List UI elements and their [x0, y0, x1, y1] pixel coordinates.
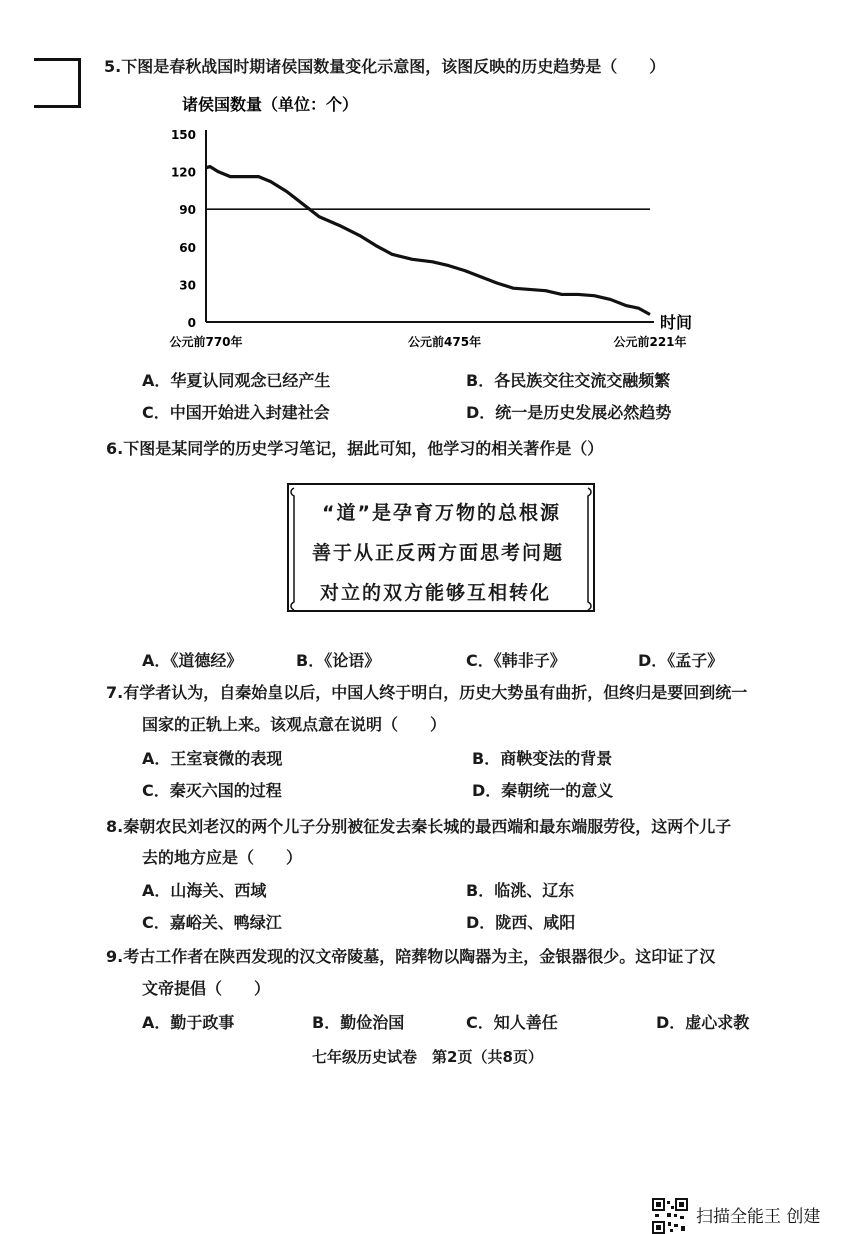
q6-option-a[interactable]: A．《道德经》 — [142, 651, 243, 670]
y-tick-label: 0 — [187, 316, 196, 330]
q5-option-b[interactable]: B．各民族交往交流交融频繁 — [466, 371, 671, 390]
q8-option-c[interactable]: C．嘉峪关、鸭绿江 — [142, 913, 282, 932]
question-7-stem-line2: 国家的正轨上来。该观点意在说明（ ） — [142, 715, 447, 734]
q7-option-b[interactable]: B．商鞅变法的背景 — [472, 749, 613, 768]
note-line-1: “道”是孕育万物的总根源 — [322, 502, 561, 524]
study-note-scroll — [284, 480, 598, 615]
q7-option-c[interactable]: C．秦灭六国的过程 — [142, 781, 282, 800]
q9-option-d[interactable]: D．虚心求教 — [656, 1013, 750, 1032]
q9-option-b[interactable]: B．勤俭治国 — [312, 1013, 405, 1032]
q7-option-a[interactable]: A．王室衰微的表现 — [142, 749, 283, 768]
x-tick-label: 公元前770年 — [169, 335, 243, 349]
question-7-stem-line1: 7.有学者认为，自秦始皇以后，中国人终于明白，历史大势虽有曲折，但终归是要回到统一 — [106, 683, 748, 702]
chart-ylabel: 诸侯国数量（单位：个） — [182, 95, 359, 114]
q8-option-a[interactable]: A．山海关、西域 — [142, 881, 267, 900]
y-tick-label: 30 — [179, 278, 196, 293]
q7-option-d[interactable]: D．秦朝统一的意义 — [472, 781, 614, 800]
y-tick-label: 120 — [170, 165, 196, 180]
question-8-stem-line1: 8.秦朝农民刘老汉的两个儿子分别被征发去秦长城的最西端和最东端服劳役，这两个儿子 — [106, 817, 732, 836]
q6-option-d[interactable]: D．《孟子》 — [638, 651, 724, 670]
question-6-stem: 6.下图是某同学的历史学习笔记，据此可知，他学习的相关著作是（） — [106, 439, 604, 458]
q6-option-c[interactable]: C．《韩非子》 — [466, 651, 566, 670]
x-tick-label: 公元前475年 — [408, 335, 482, 349]
scanner-watermark-text: 扫描全能王 创建 — [696, 1207, 821, 1227]
answer-box — [34, 58, 81, 108]
page-footer: 七年级历史试卷 第2页（共8页） — [312, 1048, 543, 1066]
qr-code-icon — [652, 1198, 688, 1234]
q5-option-a[interactable]: A．华夏认同观念已经产生 — [142, 371, 331, 390]
question-9-stem-line2: 文帝提倡（ ） — [142, 979, 271, 998]
q8-option-b[interactable]: B．临洮、辽东 — [466, 881, 575, 900]
q5-option-c[interactable]: C．中国开始进入封建社会 — [142, 403, 330, 422]
question-5-stem: 5.下图是春秋战国时期诸侯国数量变化示意图，该图反映的历史趋势是（ ） — [104, 57, 666, 76]
q6-option-b[interactable]: B．《论语》 — [296, 651, 381, 670]
q8-option-d[interactable]: D．陇西、咸阳 — [466, 913, 576, 932]
x-tick-label: 公元前221年 — [613, 335, 687, 349]
question-8-stem-line2: 去的地方应是（ ） — [142, 848, 303, 867]
chart-xlabel: 时间 — [660, 313, 693, 332]
series-line — [206, 167, 650, 315]
q9-option-c[interactable]: C．知人善任 — [466, 1013, 558, 1032]
y-tick-label: 90 — [179, 203, 196, 218]
q5-option-d[interactable]: D．统一是历史发展必然趋势 — [466, 403, 672, 422]
y-tick-label: 150 — [170, 128, 196, 142]
q9-option-a[interactable]: A．勤于政事 — [142, 1013, 235, 1032]
y-tick-label: 60 — [179, 240, 196, 255]
note-line-3: 对立的双方能够互相转化 — [320, 582, 552, 604]
note-line-2: 善于从正反两方面思考问题 — [312, 542, 565, 564]
question-9-stem-line1: 9.考古工作者在陕西发现的汉文帝陵墓，陪葬物以陶器为主，金银器很少。这印证了汉 — [106, 947, 716, 966]
princes-count-chart — [150, 88, 710, 360]
